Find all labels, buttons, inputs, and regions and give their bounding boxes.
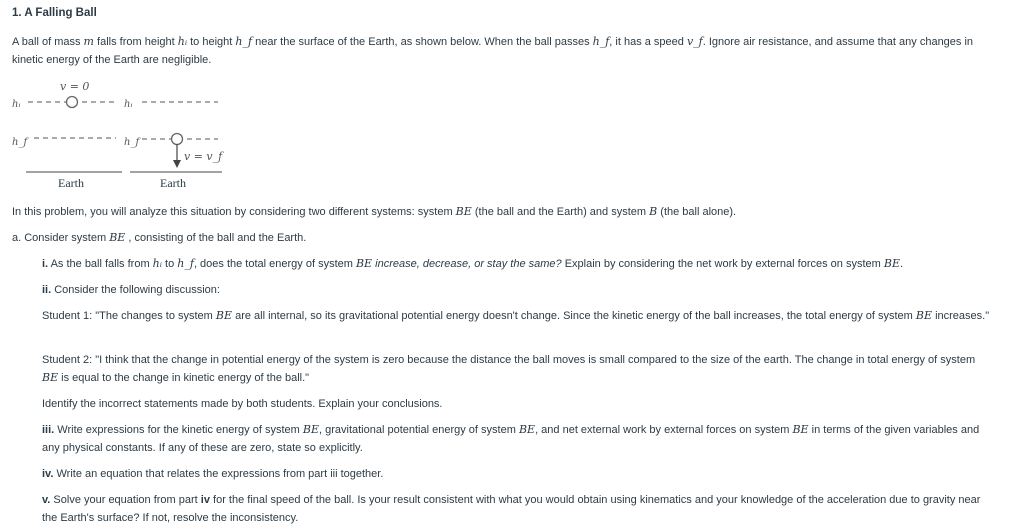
var-hf: h_f bbox=[235, 35, 253, 48]
problem-title: 1. A Falling Ball bbox=[12, 7, 97, 19]
student-1-statement: Student 1: "The changes to system BE are all internal, so its gravitational potential energy doesn't change. Since the kinetic energy of the ball increases, the total energy of system BE increases." bbox=[42, 309, 990, 322]
arrowhead-icon bbox=[173, 160, 181, 168]
label-hf: h_f bbox=[124, 137, 140, 148]
ball-icon bbox=[67, 97, 78, 108]
student-2-statement: Student 2: "I think that the change in potential energy of the system is zero because the distance the ball moves is small compared to the size of the earth. The change in total energy of system BE is equal to the change in kinetic energy of the ball." bbox=[42, 354, 976, 384]
label-hi: hᵢ bbox=[124, 99, 133, 110]
falling-ball-figure bbox=[8, 76, 233, 196]
question-v: v. Solve your equation from part iv for the final speed of the ball. Is your result consistent with what you would obtain using kinematics and your knowledge of the acceleration due to gravity near the Earth's surface? If not, resolve the inconsistency. bbox=[42, 494, 981, 524]
label-hi: hᵢ bbox=[12, 99, 21, 110]
var-hi: hᵢ bbox=[177, 35, 188, 48]
question-iii: iii. Write expressions for the kinetic energy of system BE, gravitational potential energy of system BE, and net external work by external forces on system BE in terms of the given variables and any physical constants. If any of these are zero, state so explicitly. bbox=[42, 423, 980, 454]
var-m: m bbox=[83, 35, 94, 48]
earth-label-right: Earth bbox=[160, 176, 186, 190]
part-a-heading: a. Consider system BE , consisting of the ball and the Earth. bbox=[12, 231, 307, 244]
earth-label-left: Earth bbox=[58, 176, 84, 190]
systems-paragraph: In this problem, you will analyze this situation by considering two different systems: system BE (the ball and the Earth) and system B (the ball alone). bbox=[12, 205, 737, 218]
var-hf: h_f bbox=[592, 35, 610, 48]
question-ii: ii. Consider the following discussion: bbox=[42, 284, 220, 296]
label-v0: v = 0 bbox=[60, 80, 90, 93]
label-hf: h_f bbox=[12, 137, 28, 148]
ball-icon bbox=[172, 134, 183, 145]
label-vf: v = v_f bbox=[184, 150, 223, 163]
question-i: i. As the ball falls from hᵢ to h_f, does the total energy of system BE increase, decrease, or stay the same? Explain by considering the net work by external forces on system BE. bbox=[42, 257, 904, 270]
var-vf: v_f bbox=[686, 35, 703, 48]
question-iv: iv. Write an equation that relates the expressions from part iii together. bbox=[42, 468, 384, 480]
intro-paragraph: A ball of mass m falls from height hᵢ to height h_f near the surface of the Earth, as shown below. When the ball passes h_f, it has a speed v_f. Ignore air resistance, and assume that any changes in kinetic energy of the Earth are negligible. bbox=[12, 35, 974, 66]
identify-instruction: Identify the incorrect statements made by both students. Explain your conclusions. bbox=[42, 398, 443, 410]
